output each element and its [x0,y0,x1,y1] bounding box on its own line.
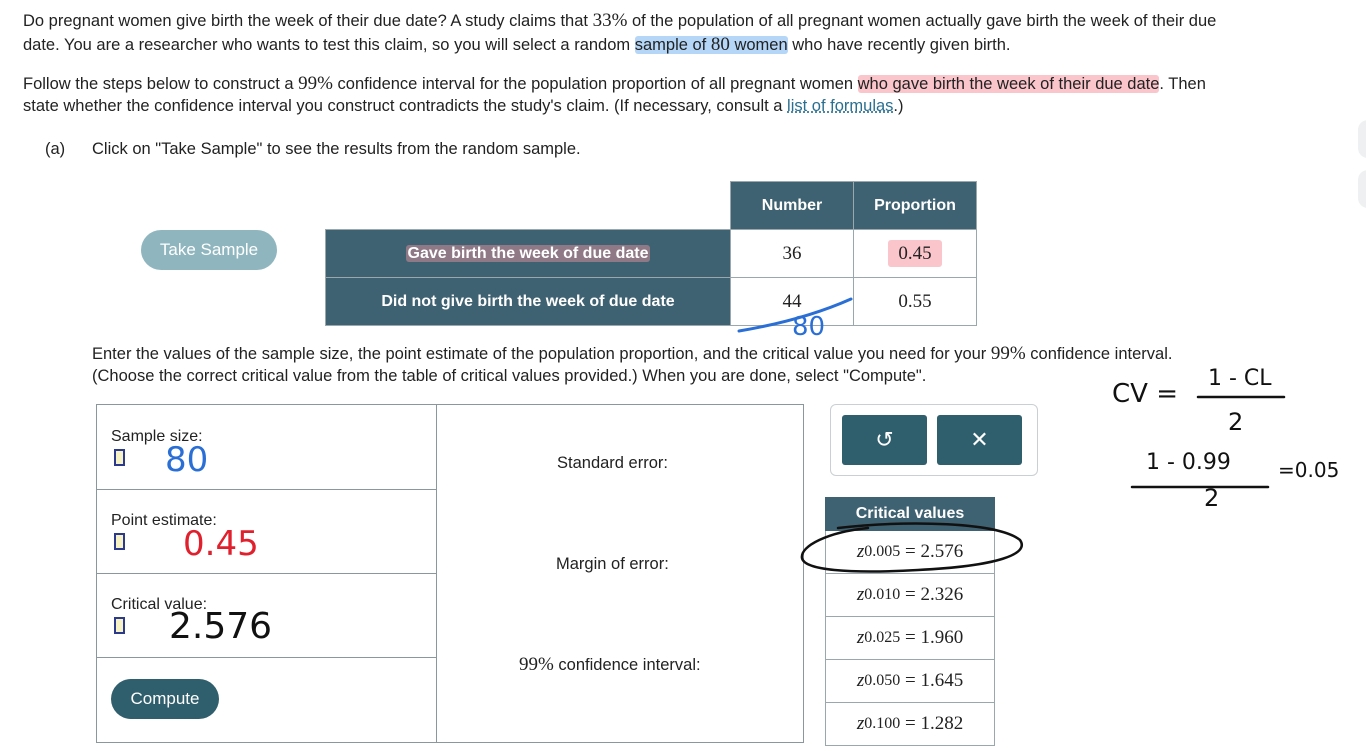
handwritten-point-estimate: 0.45 [183,524,259,564]
cv-value: 2.326 [920,584,964,605]
table-corner [326,182,731,230]
sample-count: 80 [710,34,730,55]
cv-subscript: 0.050 [864,672,901,689]
row-label-text: Gave birth the week of due date [407,244,649,262]
compute-button[interactable]: Compute [111,679,219,719]
claim-percent: 33% [592,10,628,31]
handwritten-cv-den: 2 [1228,408,1244,436]
cv-subscript: 0.010 [864,586,901,603]
point-estimate-label: Point estimate: [111,512,217,529]
intro-text: date. You are a researcher who wants to test this claim, so you will select a random [23,36,635,54]
handwritten-calc-den: 2 [1204,484,1220,512]
handwritten-critical-value: 2.576 [169,606,273,647]
intro-line-1 [23,10,1216,32]
cv-value: 2.576 [920,541,964,562]
reset-button[interactable] [842,415,927,465]
intro-text: state whether the confidence interval you construct contradicts the study's claim. (If necessary, consult a [23,97,788,115]
cv-value: 1.960 [920,627,964,648]
cv-subscript: 0.005 [864,543,901,560]
cv-value: 1.282 [920,713,964,734]
ci-label [519,654,701,676]
confidence-percent: 99% [298,73,333,94]
sample-size-input[interactable] [114,449,125,466]
sample-size-label: Sample size: [111,428,203,445]
intro-line-2 [23,34,1011,56]
sample-size-cell [97,405,436,490]
critical-value-row: z 0.025 = 1.960 [825,617,995,660]
handwritten-sample-size: 80 [165,440,209,480]
intro-text: . Then [1159,75,1206,93]
critical-value-input[interactable] [114,617,125,634]
row-label-gave-birth [326,230,731,278]
critical-value-row: z 0.010 = 2.326 [825,574,995,617]
tool-box [830,404,1038,476]
cv-value: 1.645 [920,670,964,691]
undo-icon: ↺ [875,427,894,452]
intro-text: sample of [634,36,711,54]
intro-text: Follow the steps below to construct a [23,75,299,93]
handwritten-cv-num: 1 - CL [1208,366,1272,391]
cell-number-gave-birth: 36 [731,230,854,278]
take-sample-button[interactable]: Take Sample [141,230,277,270]
cv-subscript: 0.100 [864,715,901,732]
intro-text: women [729,36,788,54]
close-icon: ✕ [970,427,989,452]
enter-percent: 99% [990,343,1026,364]
cell-proportion-gave-birth [854,230,977,278]
part-a-label: (a) [45,140,66,158]
intro-text: of the population of all pregnant women actually gave birth the week of their due [627,12,1217,30]
critical-value-cell [97,573,436,658]
formulas-link[interactable]: list of formulas [787,97,894,115]
scroll-hint [1358,170,1366,208]
standard-error-label: Standard error: [557,454,668,472]
highlight-sample-size [635,36,788,54]
intro-line-4 [23,95,904,117]
margin-error-label: Margin of error: [556,555,669,573]
proportion-value: 0.45 [888,240,941,267]
fraction-bar [1130,484,1270,490]
cv-subscript: 0.025 [864,629,901,646]
pen-ellipse [798,518,1028,582]
intro-text: .) [893,97,904,115]
fraction-bar [1196,394,1286,400]
clear-button[interactable] [937,415,1022,465]
intro-text: who have recently given birth. [787,36,1011,54]
column-header-number: Number [731,182,854,230]
critical-values-title: Critical values [825,497,995,531]
ci-percent: 99% [519,654,554,675]
point-estimate-input[interactable] [114,533,125,550]
handwritten-total: 80 [792,312,826,342]
handwritten-calc-result: =0.05 [1278,458,1340,482]
cell-number-did-not: 44 [731,278,854,326]
cell-proportion-did-not: 0.55 [854,278,977,326]
critical-value-row: z 0.005 = 2.576 [825,531,995,574]
highlight-target: who gave birth the week of their due date [857,75,1160,93]
critical-value-row: z 0.050 = 1.645 [825,660,995,703]
point-estimate-cell [97,489,436,574]
enter-line-2: (Choose the correct critical value from the table of critical values provided.) When you are done, select "Compute". [92,367,927,385]
scroll-hint [1358,120,1366,158]
row-label-did-not: Did not give birth the week of due date [326,278,731,326]
intro-text: confidence interval for the population proportion of all pregnant women [332,75,858,93]
table-row [326,230,977,278]
column-header-proportion: Proportion [854,182,977,230]
enter-text: Enter the values of the sample size, the point estimate of the population proportion, and the critical value you need for your [92,345,991,363]
critical-value-row: z 0.100 = 1.282 [825,703,995,746]
results-panel [436,404,804,743]
table-row [326,278,977,326]
handwritten-cv-lhs: CV = [1112,379,1178,409]
ci-text: confidence interval: [553,656,701,674]
critical-value-label: Critical value: [111,596,208,613]
enter-text: confidence interval. [1025,345,1173,363]
enter-line-1 [92,343,1172,365]
sample-table [325,181,977,326]
intro-text: Do pregnant women give birth the week of their due date? A study claims that [23,12,593,30]
handwritten-calc-num: 1 - 0.99 [1146,450,1231,475]
part-a-instruction: Click on "Take Sample" to see the results from the random sample. [92,140,581,158]
intro-line-3 [23,73,1206,95]
